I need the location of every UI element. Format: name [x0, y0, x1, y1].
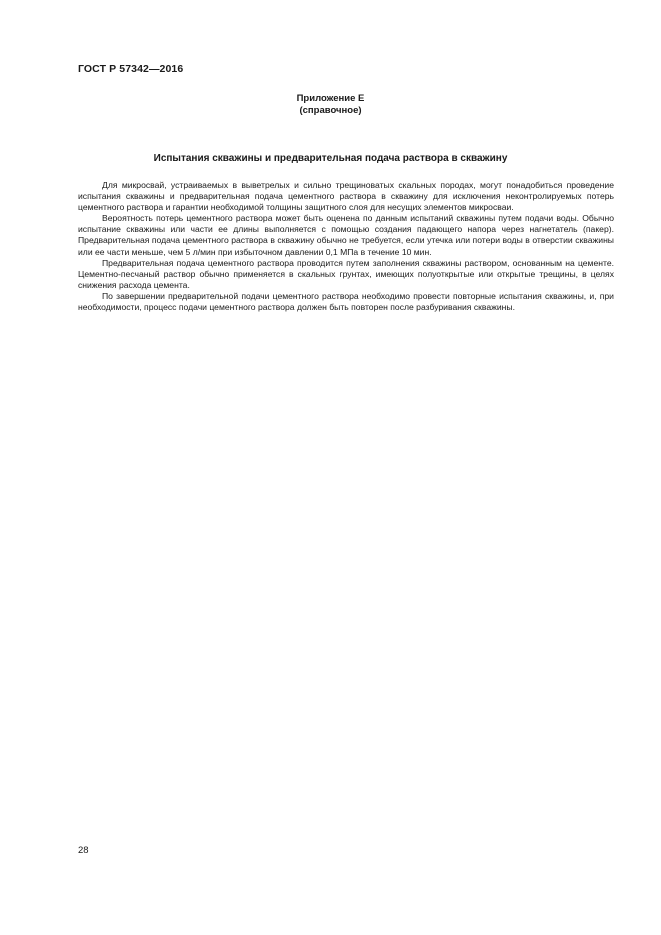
- annex-heading: [0, 93, 661, 117]
- annex-type: (справочное): [299, 105, 362, 116]
- section-title: Испытания скважины и предварительная подача раствора в скважину: [153, 153, 508, 164]
- body-text: [78, 180, 614, 313]
- paragraph: По завершении предварительной подачи цементного раствора необходимо провести повторные испытания скважины, и, при необходимости, процесс подачи цементного раствора должен быть повторен после разбуривания скважины.: [78, 290, 614, 313]
- paragraph: Вероятность потерь цементного раствора может быть оценена по данным испытаний скважины путем подачи воды. Обычно испытание скважины или части ее длины выполняется с помощью создания падающего напора через нагнетатель (пакер). Предварительная подача цементного раствора в скважину обычно не требуется, если утечка или потери воды в отверстии скважины или ее части меньше, чем 5 л/мин при избыточном давлении 0,1 МПа в течение 10 мин.: [78, 213, 614, 257]
- paragraph: Предварительная подача цементного раствора проводится путем заполнения скважины раствором, основанным на цементе. Цементно-песчаный раствор обычно применяется в скальных грунтах, имеющих полуоткрытые или открытые трещины, в целях снижения расхода цемента.: [78, 257, 614, 290]
- paragraph: Для микросвай, устраиваемых в выветрелых и сильно трещиноватых скальных породах, могут понадобиться проведение испытания скважины и предварительная подача цементного раствора в скважину для исключения неконтролируемых потерь цементного раствора и гарантии необходимой толщины защитного слоя для несущих элементов микросваи.: [78, 180, 614, 213]
- page-number: 28: [78, 845, 89, 856]
- annex-title: Приложение Е: [296, 93, 365, 104]
- document-standard-code: ГОСТ Р 57342—2016: [78, 63, 184, 75]
